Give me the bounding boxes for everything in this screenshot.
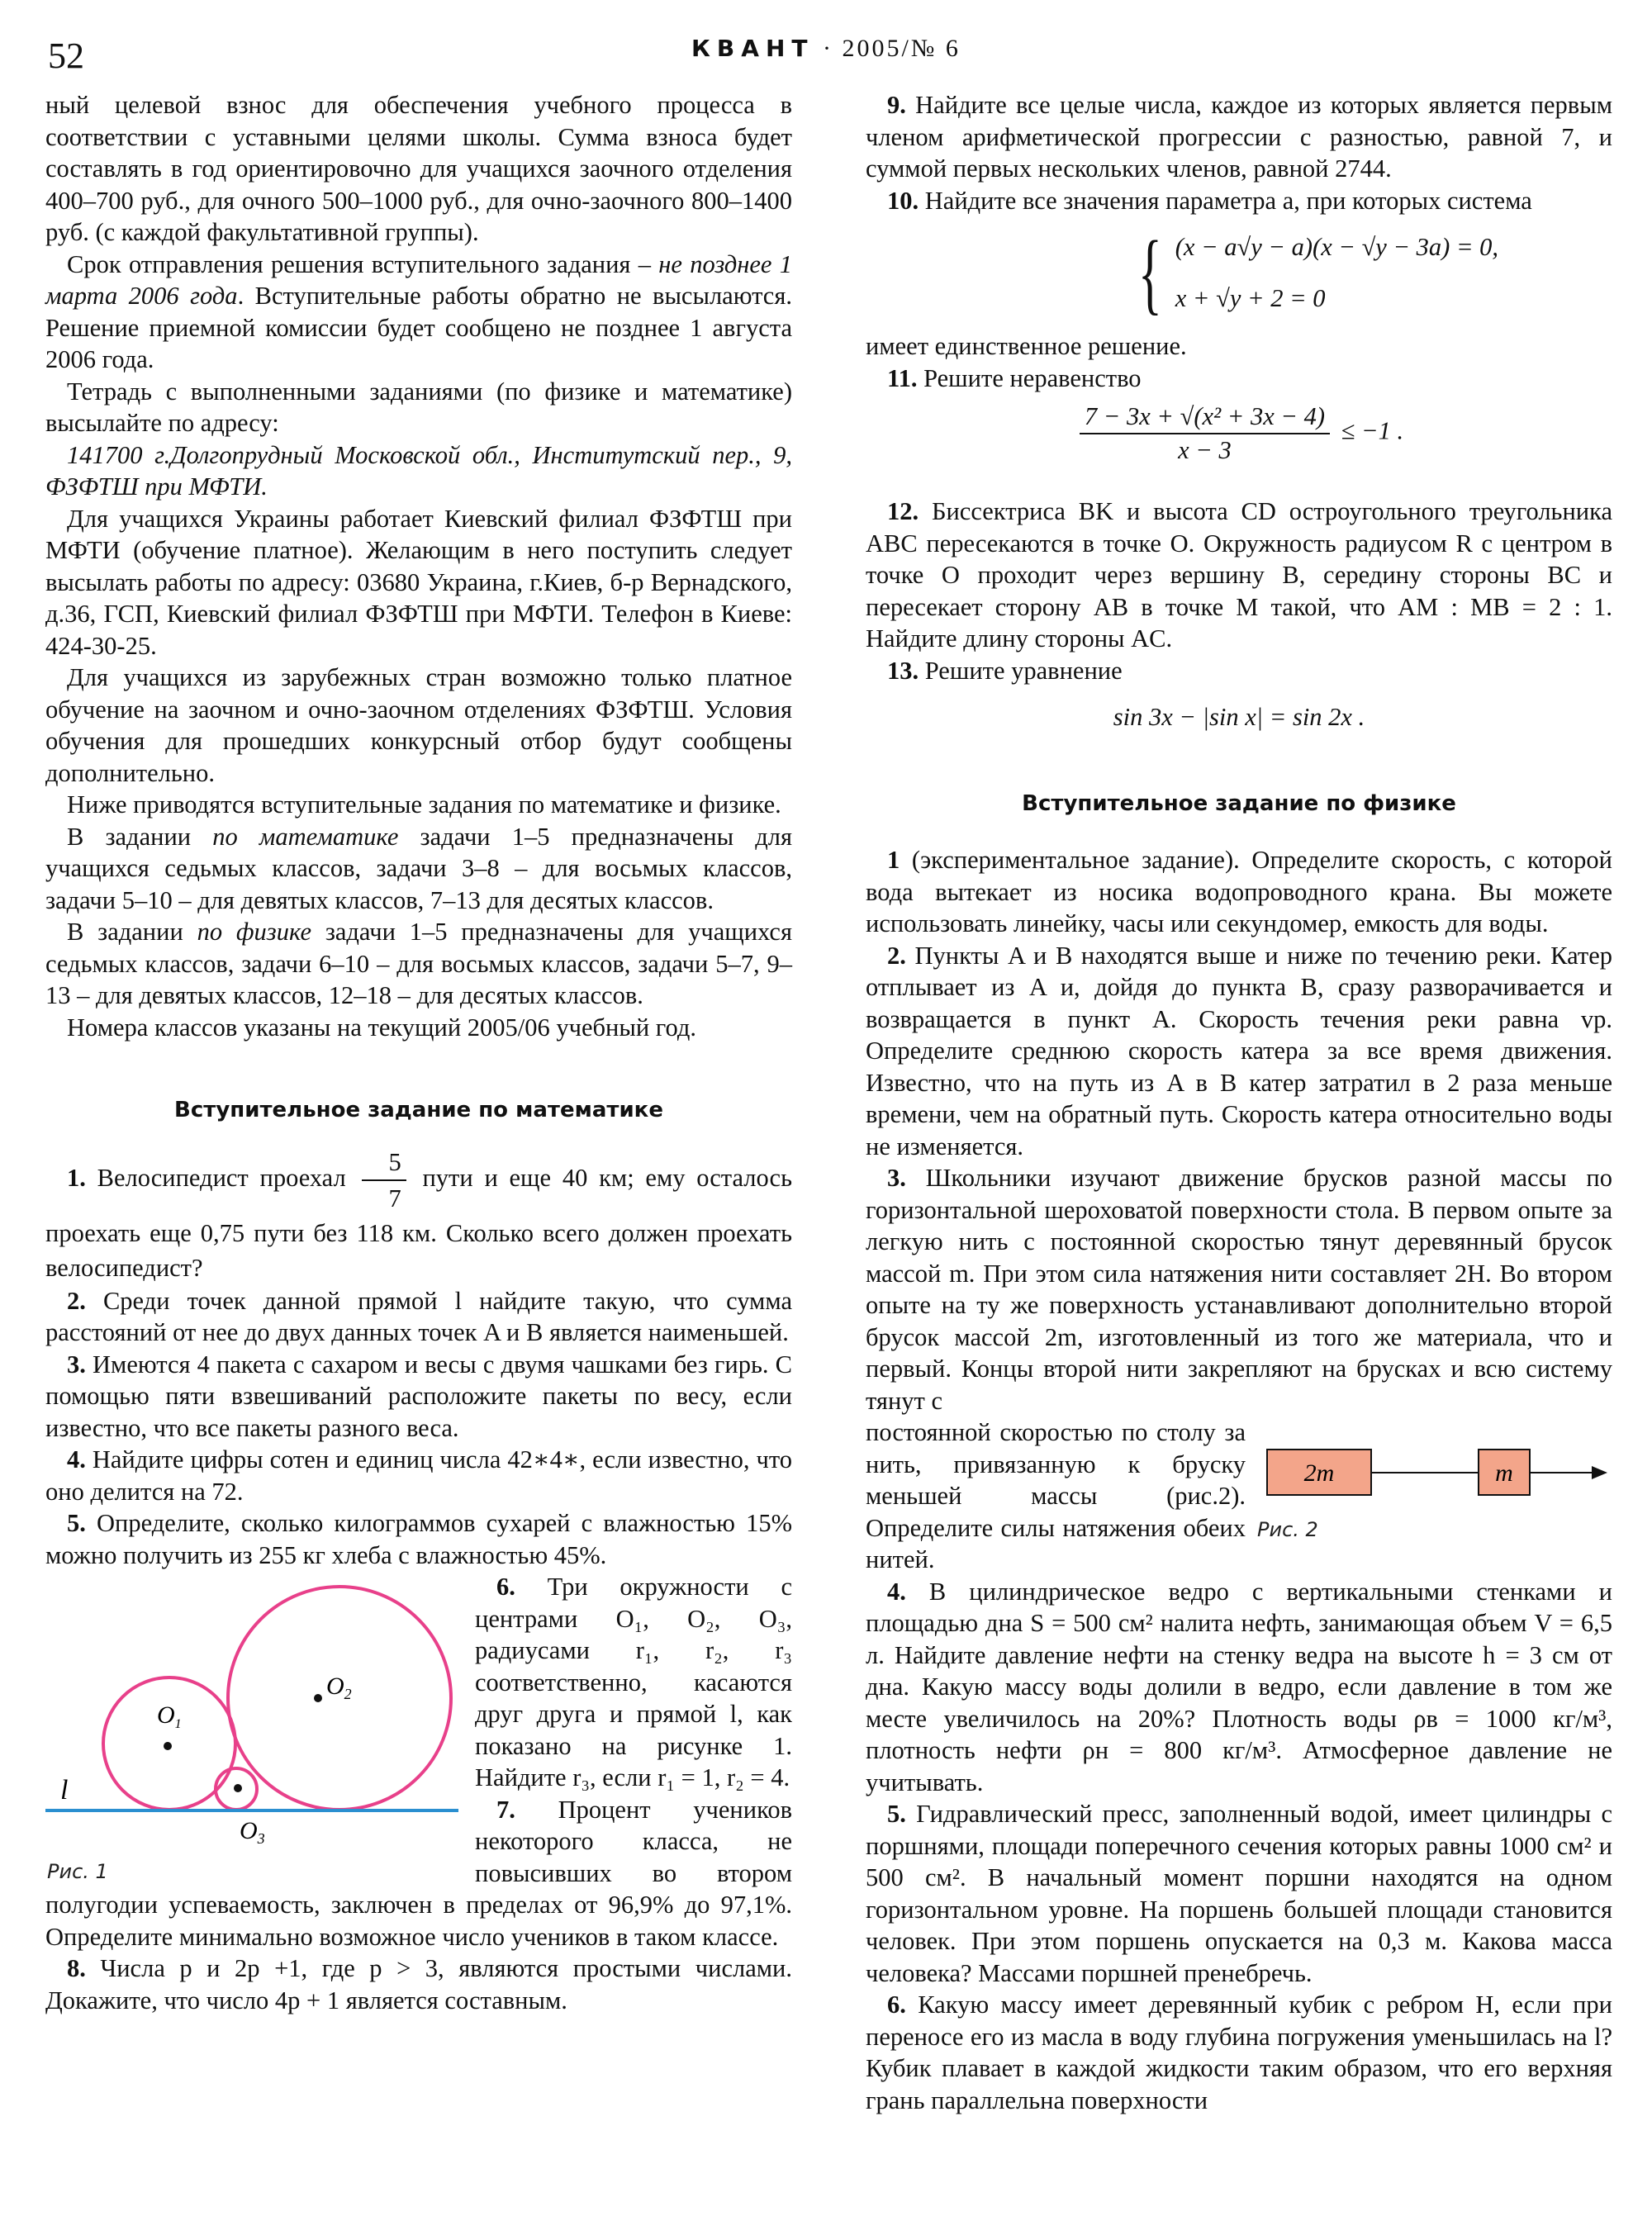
math-problem-13: 13. Решите уравнение	[887, 656, 1123, 685]
figure-1-drawing	[45, 1574, 467, 1888]
page-number: 52	[48, 36, 84, 76]
math-problem-11: 11. Решите неравенство	[887, 363, 1142, 392]
paragraph-tasks-intro: Ниже приводятся вступительные задания по математике и физике.	[67, 790, 781, 819]
postal-address: 141700 г.Долгопрудный Московской обл., Институтский пер., 9, ФЗФТШ при МФТИ.	[45, 440, 792, 501]
system-equation-2: x + √y + 2 = 0	[1175, 284, 1326, 312]
paragraph-deadline: Срок отправления решения вступительного задания – не позднее 1 марта 2006 года. Вступительные работы обратно не высылаются. Решение приемной комиссии будет сообщено не позднее 1 августа 2006 года.	[45, 249, 792, 373]
label-o1: $O_1$	[157, 1701, 182, 1731]
figure-2-drawing	[1257, 1433, 1612, 1565]
system-brace: {	[1137, 222, 1162, 323]
fraction-denominator: 7	[388, 1184, 401, 1212]
paragraph-address-intro: Тетрадь с выполненными заданиями (по физике и математике) высылайте по адресу:	[45, 377, 792, 437]
paragraph-foreign: Для учащихся из зарубежных стран возможно только платное обучение на заочном и очно-заочном отделениях ФЗФТШ. Условия обучения для прошедших конкурсный отбор будут сообщены дополнительно.	[45, 663, 792, 787]
math-problem-10: 10. Найдите все значения параметра a, при которых система	[887, 186, 1532, 215]
math-problem-8: 8. Числа p и 2p +1, где p > 3, являются простыми числами. Докажите, что число 4p + 1 является составным.	[45, 1954, 792, 2014]
inequality-numerator: 7 − 3x + √(x² + 3x − 4)	[1080, 401, 1330, 434]
fraction-numerator: 5	[362, 1145, 406, 1181]
math-problem-9: 9. Найдите все целые числа, каждое из которых является первым членом арифметической прогрессии с разностью, равной 7, и суммой первых нескольких членов, равной 2744.	[866, 91, 1612, 183]
paragraph-year: Номера классов указаны на текущий 2005/06 учебный год.	[67, 1013, 697, 1042]
physics-problem-6: 6. Какую массу имеет деревянный кубик с ребром H, если при переносе его из масла в воду глубина погружения уменьшилась на l? Кубик плавает в каждой жидкости таким образом, что его верхняя грань параллельна поверхности	[866, 1991, 1612, 2114]
magazine-title: КВАНТ	[691, 35, 814, 62]
figure-2	[1257, 1433, 1612, 1565]
label-o3: $O_3$	[240, 1817, 265, 1847]
running-header	[0, 35, 1652, 63]
physics-problem-1: 1 (экспериментальное задание). Определите скорость, с которой вода вытекает из носика водопроводного крана. Вы можете использовать линейку, часы или секундомер, емкость для воды.	[866, 846, 1612, 937]
right-column	[866, 89, 1612, 2116]
math-section-title: Вступительное задание по математике	[174, 1098, 663, 1122]
paragraph-ukraine: Для учащихся Украины работает Киевский филиал ФЗФТШ при МФТИ (обучение платное). Желающим в него поступить следует высылать работы по адресу: 03680 Украина, г.Киев, б-р Вернадского, д.36, ГСП, Киевский филиал ФЗФТШ при МФТИ. Телефон в Киеве: 424-30-25.	[45, 504, 792, 660]
physics-problem-2: 2. Пункты A и B находятся выше и ниже по течению реки. Катер отплывает из A и, дойдя до пункта B, сразу разворачивается и возвращается в пункт A. Скорость течения реки равна vр. Определите среднюю скорость катера за все время движения. Известно, что на путь из A в B катер затратил в 2 раза меньше времени, чем на обратный путь. Скорость катера относительно воды не изменяется.	[866, 941, 1612, 1160]
math-problem-10-end: имеет единственное решение.	[866, 332, 1187, 360]
math-problem-4: 4. Найдите цифры сотен и единиц числа 42∗4∗, если известно, что оно делится на 72.	[45, 1445, 792, 1506]
label-l: l	[60, 1775, 69, 1806]
system-equation-1: (x − a√y − a)(x − √y − 3a) = 0,	[1175, 233, 1499, 261]
math-problem-5: 5. Определите, сколько килограммов сухарей с влажностью 15% можно получить из 255 кг хлеба с влажностью 45%.	[45, 1509, 792, 1569]
figure-2-caption: Рис. 2	[1257, 1518, 1318, 1541]
pull-arrow-icon	[1592, 1466, 1607, 1479]
equation-system	[1014, 221, 1612, 324]
math-problem-7: 7. Процент учеников некоторого класса, не повысивших во втором полугодии успеваемость, заключен в пределах от 96,9% до 97,1%. Определите минимально возможное число учеников в таком классе.	[45, 1795, 792, 1951]
physics-problem-4: 4. В цилиндрическое ведро с вертикальными стенками и площадью дна S = 500 см² налита нефть, занимающая объем V = 6,5 л. Найдите давление нефти на стенку ведра на высоте h = 3 см от дна. Какую массу воды долили в ведро, если давление в том же месте увеличилось на 20%? Плотность воды ρв = 1000 кг/м³, плотность нефти ρн = 800 кг/м³. Атмосферное давление не учитывать.	[866, 1577, 1612, 1796]
block-2m-label: 2m	[1303, 1459, 1335, 1487]
physics-problem-5: 5. Гидравлический пресс, заполненный водой, имеет цилиндры с поршнями, площади поперечного сечения которых равны 1000 см² и 500 см². В начальный момент поршни находятся на одном горизонтальном уровне. На поршень большей площади становится человек. При этом поршень опускается на 0,3 м. Какова масса человека? Массами поршней пренебречь.	[866, 1800, 1612, 1987]
physics-section-title: Вступительное задание по физике	[1022, 790, 1456, 816]
math-problem-1: 1. Велосипедист проехал $\frac{5}{7}$ пути и еще 40 км; ему осталось проехать еще 0,75 пути без 118 км. Сколько всего должен проехать велосипедист?	[45, 1145, 792, 1285]
math-problem-6: 6. Три окружности с центрами O₁, O₂, O₃, радиусами r₁, r₂, r₃ соответственно, касаются друг друга и прямой l, как показано на рисунке 1. Найдите r₃, если r₁ = 1, r₂ = 4.	[475, 1573, 792, 1791]
figure-1	[45, 1574, 467, 1888]
center-o3	[234, 1784, 242, 1792]
paragraph-physics-grades: В задании по физике задачи 1–5 предназначены для учащихся седьмых классов, задачи 6–10 – для восьмых классов, задачи 5–7, 9–13 – для девятых классов, 12–18 – для десятых классов.	[45, 918, 792, 1009]
math-problem-2: 2. Среди точек данной прямой l найдите такую, что сумма расстояний от нее до двух данных точек A и B является наименьшей.	[45, 1286, 792, 1346]
label-o2: $O_2$	[326, 1673, 352, 1702]
inequality-rhs: ≤ −1 .	[1341, 416, 1404, 445]
inequality-denominator: x − 3	[1178, 435, 1232, 464]
paragraph-fee: ный целевой взнос для обеспечения учебного процесса в соответствии с уставными целями школы. Сумма взноса будет составлять в год ориентировочно для учащихся заочного отделения 400–700 руб., для очного 500–1000 руб., для очно-заочного 800–1400 руб. (с каждой факультативной группы).	[45, 91, 792, 246]
block-m-label: m	[1495, 1459, 1513, 1487]
left-column	[45, 89, 792, 2016]
center-o1	[164, 1742, 172, 1750]
physics-problem-3-cont: постоянной скоростью по столу за нить, привязанную к бруску меньшей массы (рис.2). Определите силы натяжения обеих нитей.	[866, 1418, 1246, 1573]
inequality	[866, 401, 1612, 466]
math-problem-12: 12. Биссектриса BK и высота CD остроугольного треугольника ABC пересекаются в точке O. Окружность радиусом R с центром в точке O проходит через вершину B, середину стороны BC и пересекает сторону AB в точке M такой, что AM : MB = 2 : 1. Найдите длину стороны AC.	[866, 497, 1612, 652]
physics-problem-3: 3. Школьники изучают движение брусков разной массы по горизонтальной шероховатой поверхности стола. В первом опыте за легкую нить с постоянной скоростью тянут деревянный брусок массой m. При этом сила натяжения нити составляет 2Н. Во втором опыте на ту же поверхность устанавливают дополнительно второй брусок массой 2m, изготовленный из того же материала, что и первый. Концы второй нити закрепляют на брусках и всю систему тянут с	[866, 1164, 1612, 1415]
paragraph-math-grades: В задании по математике задачи 1–5 предназначены для учащихся седьмых классов, задачи 3–8 – для восьмых классов, задачи 5–10 – для девятых классов, 7–13 для десятых классов.	[45, 822, 792, 914]
issue-label: · 2005/№ 6	[822, 35, 961, 62]
center-o2	[314, 1694, 322, 1702]
math-problem-3: 3. Имеются 4 пакета с сахаром и весы с двумя чашками без гирь. С помощью пяти взвешиваний расположите пакеты по весу, если известно, что все пакеты разного веса.	[45, 1350, 792, 1442]
trig-equation: sin 3x − |sin x| = sin 2x .	[1113, 703, 1365, 731]
figure-1-caption: Рис. 1	[47, 1860, 108, 1883]
